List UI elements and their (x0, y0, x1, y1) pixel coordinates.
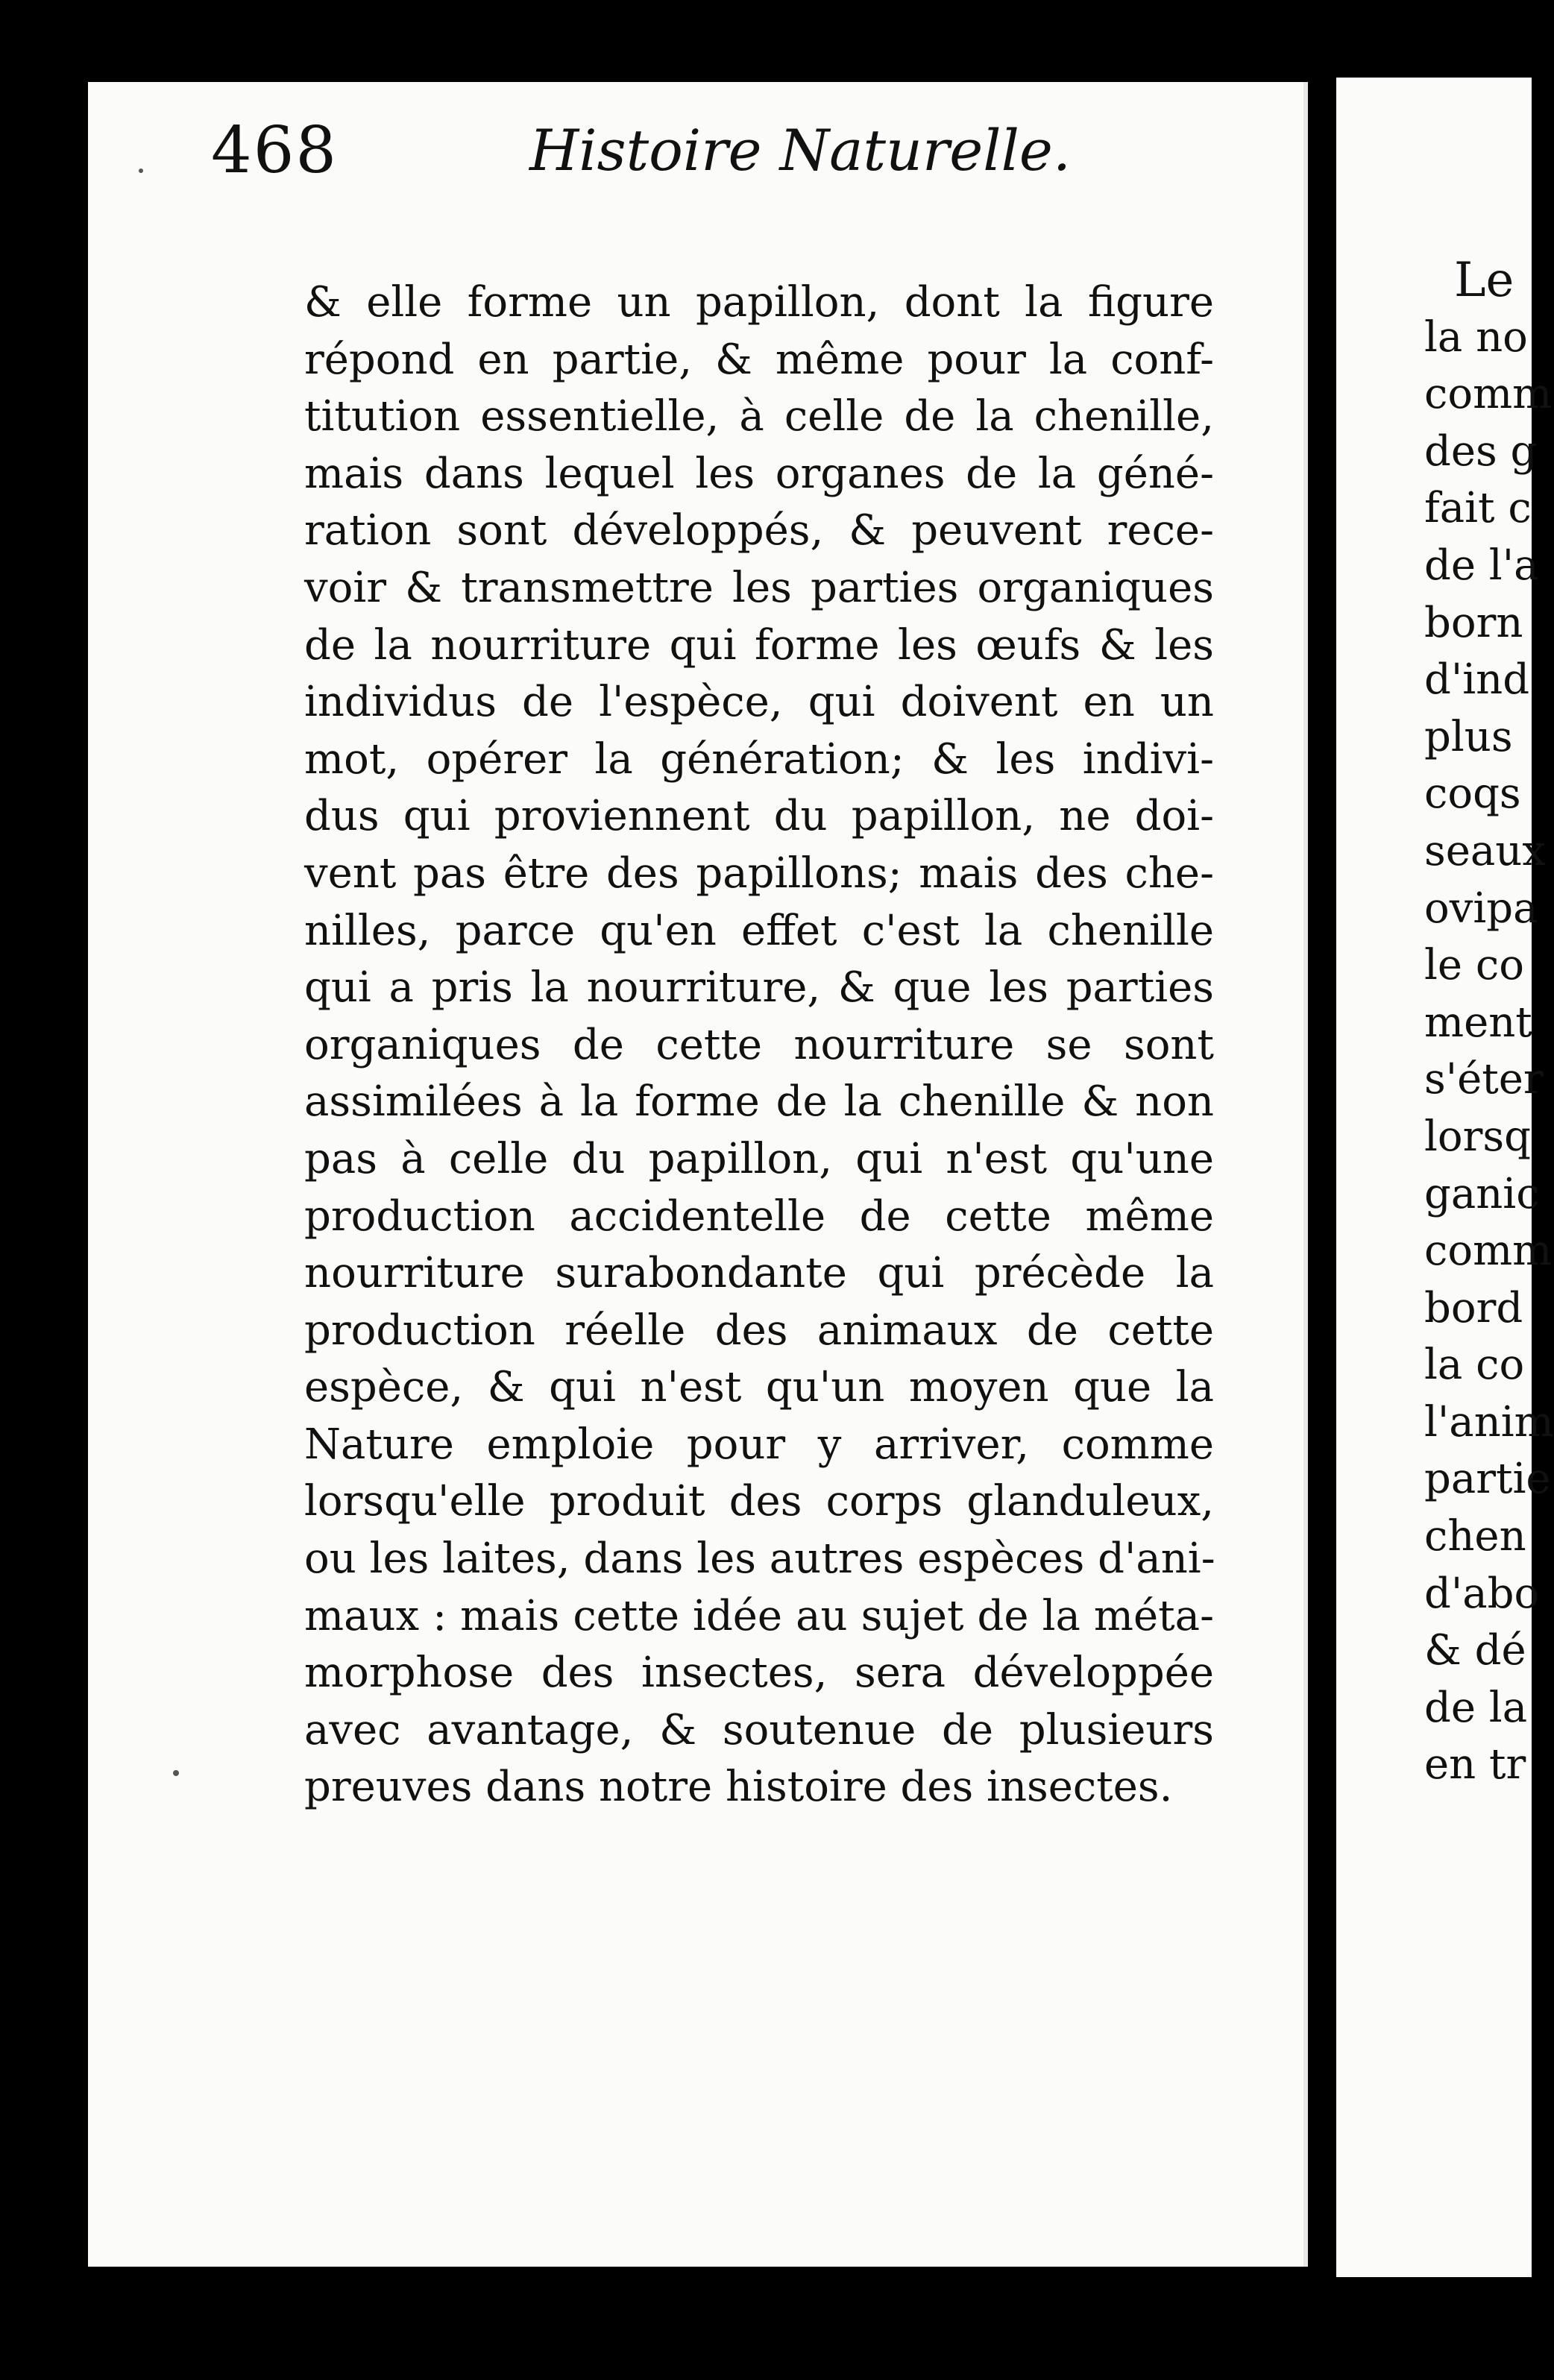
right-page-text (1424, 252, 1554, 1794)
right-text-fragment: lorsq (1424, 1112, 1531, 1161)
text-line: vent pas être des papillons; mais des che- (304, 849, 1214, 898)
text-line: assimilées à la forme de la chenille & non (304, 1077, 1214, 1127)
right-text-fragment: de l'a (1424, 541, 1539, 590)
right-text-fragment: la no (1424, 312, 1528, 362)
text-line: espèce, & qui n'est qu'un moyen que la (304, 1363, 1214, 1412)
body-text (304, 274, 1214, 1816)
right-text-fragment: de la (1424, 1683, 1528, 1732)
right-text-fragment: s'éter (1424, 1055, 1544, 1104)
right-text-fragment: l'anim (1424, 1397, 1554, 1446)
text-line: maux : mais cette idée au sujet de la méta- (304, 1591, 1214, 1640)
text-line: individus de l'espèce, qui doivent en un (304, 678, 1214, 727)
text-line: organiques de cette nourriture se sont (304, 1020, 1214, 1069)
right-text-fragment: d'abo (1424, 1569, 1540, 1618)
right-text-fragment: Le (1454, 253, 1514, 308)
right-text-fragment: ovipa (1424, 884, 1538, 933)
text-line: nourriture surabondante qui précède la (304, 1249, 1214, 1298)
right-text-fragment: des g (1424, 426, 1538, 476)
text-line: voir & transmettre les parties organiques (304, 563, 1214, 612)
right-text-fragment: la co (1424, 1341, 1525, 1390)
text-line: production accidentelle de cette même (304, 1191, 1214, 1241)
right-text-fragment: ganic (1424, 1169, 1540, 1218)
right-text-fragment: bord (1424, 1283, 1523, 1332)
text-line: dus qui proviennent du papillon, ne doi- (304, 792, 1214, 841)
text-line: titution essentielle, à celle de la chenille, (304, 392, 1214, 441)
text-line: & elle forme un papillon, dont la figure (304, 278, 1214, 327)
text-line: avec avantage, & soutenue de plusieurs (304, 1705, 1214, 1754)
page-header (211, 113, 1128, 188)
right-text-fragment: born (1424, 598, 1523, 647)
text-line: ou les laites, dans les autres espèces d'ani- (304, 1534, 1215, 1584)
right-text-fragment: comm (1424, 370, 1553, 419)
right-text-fragment: comm (1424, 1227, 1553, 1276)
text-line: preuves dans notre histoire des insectes. (304, 1763, 1173, 1812)
right-text-fragment: d'ind (1424, 655, 1530, 705)
right-text-fragment: le co (1424, 941, 1524, 990)
text-line: répond en partie, & même pour la conf- (304, 335, 1214, 384)
right-text-fragment: & dé (1424, 1626, 1526, 1675)
text-line: pas à celle du papillon, qui n'est qu'une (304, 1134, 1214, 1183)
text-line: mot, opérer la génération; & les indivi- (304, 734, 1214, 784)
text-line: production réelle des animaux de cette (304, 1306, 1214, 1355)
running-title: Histoire Naturelle. (529, 117, 1072, 183)
text-line: lorsqu'elle produit des corps glanduleux, (304, 1477, 1214, 1526)
right-text-fragment: ment (1424, 998, 1532, 1047)
text-line: morphose des insectes, sera développée (304, 1649, 1214, 1698)
right-text-fragment: en tr (1424, 1740, 1526, 1789)
text-line: ration sont développés, & peuvent rece- (304, 506, 1214, 555)
text-line: qui a pris la nourriture, & que les parties (304, 963, 1214, 1013)
ink-speck (139, 169, 143, 173)
right-text-fragment: seaux (1424, 826, 1546, 875)
right-text-fragment: coqs (1424, 769, 1521, 819)
right-text-fragment: plus (1424, 712, 1513, 761)
right-text-fragment: chen (1424, 1512, 1526, 1561)
text-line: de la nourriture qui forme les œufs & les (304, 620, 1214, 670)
text-line: mais dans lequel les organes de la géné- (304, 449, 1214, 498)
text-line: Nature emploie pour y arriver, comme (304, 1420, 1214, 1469)
right-text-fragment: partie (1424, 1455, 1551, 1504)
text-line: nilles, parce qu'en effet c'est la chenille (304, 906, 1214, 955)
ink-speck (173, 1770, 179, 1776)
right-text-fragment: fait c (1424, 484, 1532, 533)
page-number: 468 (211, 113, 339, 188)
